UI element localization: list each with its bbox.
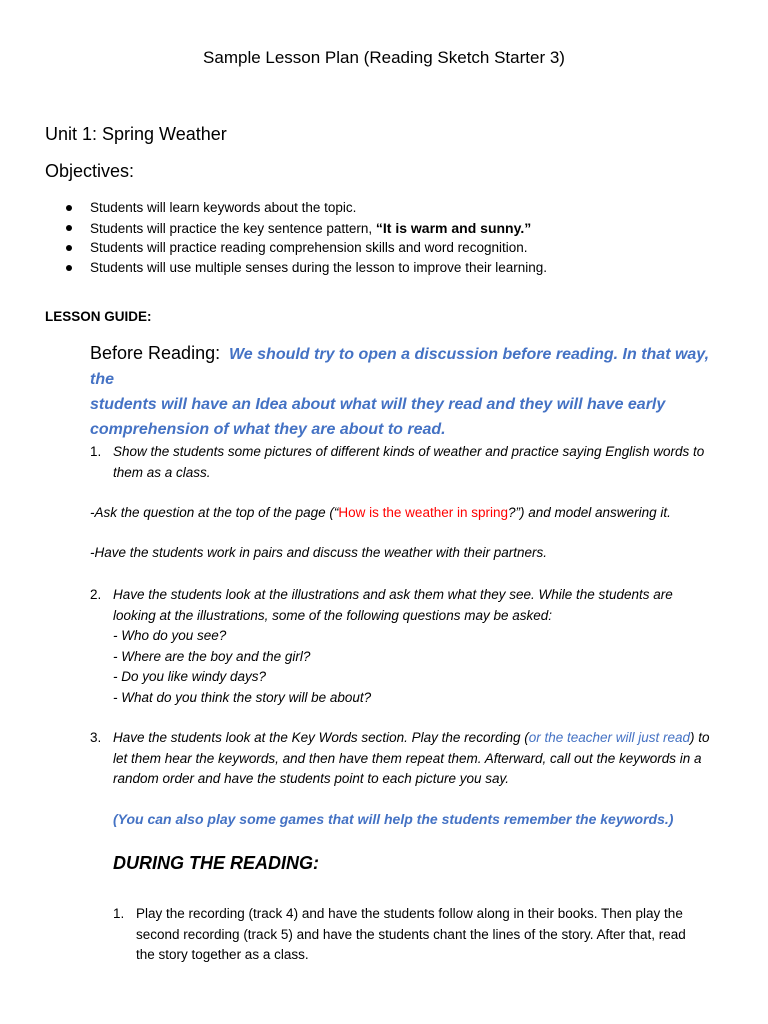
unit-title: Unit 1: Spring Weather <box>45 124 227 144</box>
objective-item: Students will use multiple senses during the lesson to improve their learning. <box>62 258 547 278</box>
step-1: 1. Show the students some pictures of different kinds of weather and practice saying English words to them as a class. <box>90 444 705 480</box>
objective-item: Students will practice reading comprehension skills and word recognition. <box>62 238 547 258</box>
lesson-guide-heading: LESSON GUIDE: <box>45 309 152 324</box>
objective-item: Students will practice the key sentence pattern, “It is warm and sunny.” <box>62 218 547 238</box>
question-item: - Who do you see? <box>113 628 227 643</box>
before-reading-text: We should try to open a discussion before reading. In that way, the <box>90 346 710 388</box>
ask-question-line: -Ask the question at the top of the page (“How is the weather in spring?”) and model answering it. <box>90 505 671 520</box>
during-reading-heading: DURING THE READING: <box>113 853 319 873</box>
question-item: - Where are the boy and the girl? <box>113 648 311 664</box>
question-item: - Do you like windy days? <box>113 669 267 684</box>
bullet-icon <box>66 225 72 231</box>
question-item: - What do you think the story will be about? <box>113 689 372 705</box>
step-3: 3. Have the students look at the Key Words section. Play the recording (or the teacher will just read) to let them hear the keywords, and then have them repeat them. Afterward, call out the keywords in a random order and have the students point to each picture you say. (You can also play some games that will help the students remember the keywords.) <box>90 728 730 828</box>
before-reading-label: Before Reading: <box>90 343 221 363</box>
objectives-heading: Objectives: <box>45 161 135 181</box>
games-note: (You can also play some games that will help the students remember the keywords.) <box>113 810 674 827</box>
before-reading-text: comprehension of what they are about to read. <box>90 421 446 438</box>
step-2: 2. Have the students look at the illustrations and ask them what they see. While the students are looking at the illustrations, some of the following questions may be asked: - Who do you see? - Where are the boy and the girl? - Do you like windy days? - What do you think the story will be about? <box>90 585 730 710</box>
before-reading-text: students will have an Idea about what will they read and they will have early <box>90 396 666 413</box>
pairs-line: -Have the students work in pairs and discuss the weather with their partners. <box>90 545 547 560</box>
teacher-read-note: or the teacher will just read <box>528 730 691 745</box>
document-title: Sample Lesson Plan (Reading Sketch Starter 3) <box>203 48 565 67</box>
objectives-list <box>62 198 547 278</box>
bullet-icon <box>66 245 72 251</box>
during-step-1: 1. Play the recording (track 4) and have the students follow along in their books. Then play the second recording (track 5) and have the students chant the lines of the story. After that, read the story together as a class. <box>113 906 686 962</box>
bullet-icon <box>66 265 72 271</box>
question-text: How is the weather in spring <box>338 505 508 520</box>
objective-item: Students will learn keywords about the topic. <box>62 198 547 218</box>
key-sentence: “It is warm and sunny.” <box>375 220 532 236</box>
before-reading-section <box>90 341 730 442</box>
bullet-icon <box>66 205 72 211</box>
